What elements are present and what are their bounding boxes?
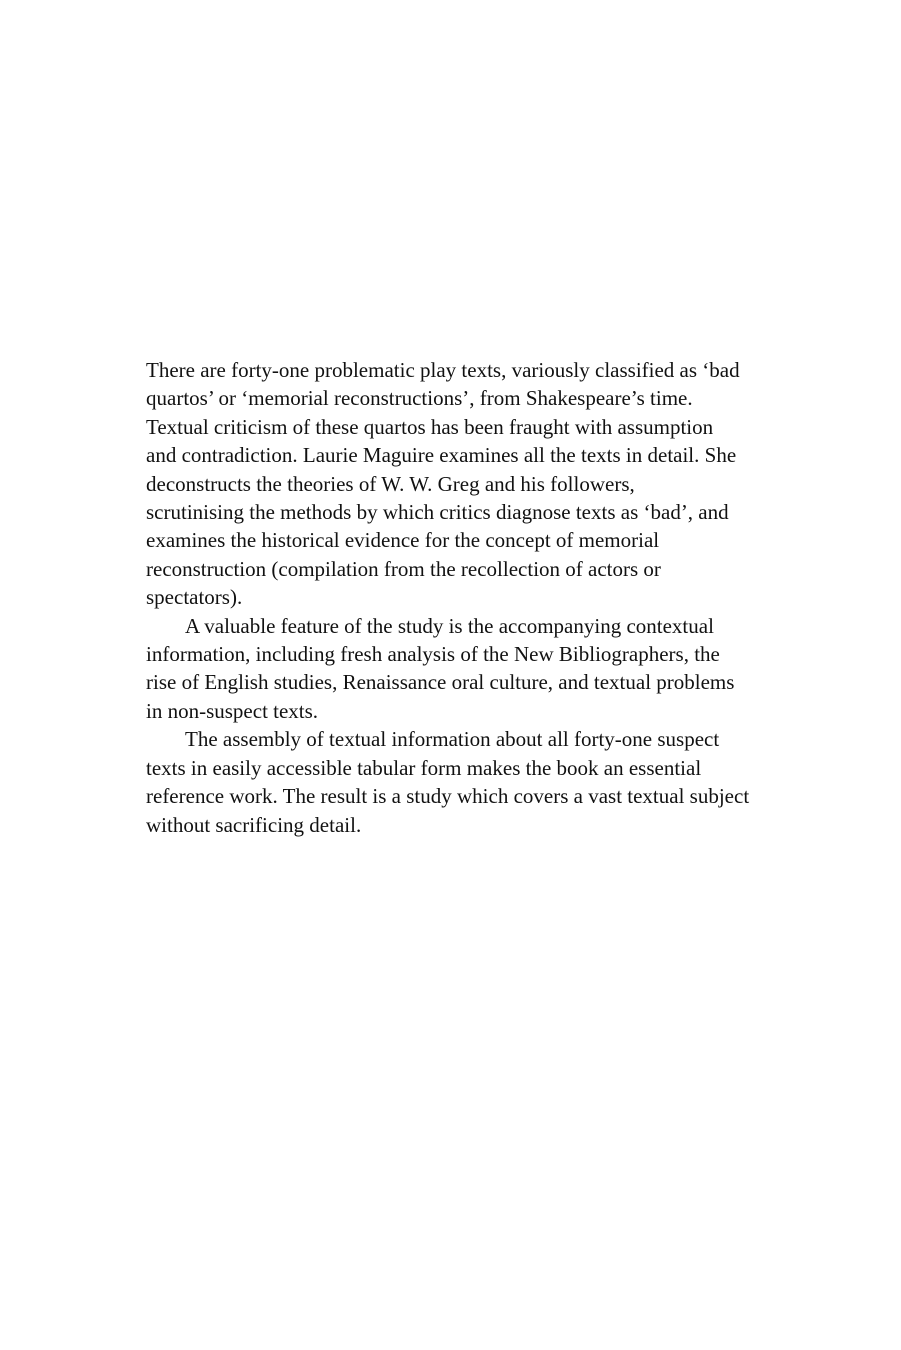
text-line: A valuable feature of the study is the accompanying contextual	[185, 613, 714, 638]
text-line: reconstruction (compilation from the recollection of actors or	[146, 556, 661, 581]
text-line: The assembly of textual information about all forty-one suspect	[185, 727, 720, 752]
text-line: and contradiction. Laurie Maguire examines all the texts in detail. She	[146, 443, 737, 468]
text-line: texts in easily accessible tabular form makes the book an essential	[146, 755, 702, 780]
text-line: information, including fresh analysis of the New Bibliographers, the	[146, 642, 720, 667]
paragraph-3	[146, 725, 764, 839]
text-line: deconstructs the theories of W. W. Greg and his followers,	[146, 471, 635, 496]
text-line: rise of English studies, Renaissance oral culture, and textual problems	[146, 670, 735, 695]
text-line: examines the historical evidence for the concept of memorial	[146, 528, 660, 553]
paragraph-1	[146, 356, 764, 612]
book-description	[146, 356, 764, 839]
text-line: spectators).	[146, 585, 243, 610]
text-line: scrutinising the methods by which critics diagnose texts as ‘bad’, and	[146, 500, 729, 525]
text-line: Textual criticism of these quartos has been fraught with assumption	[146, 414, 714, 439]
text-line: in non-suspect texts.	[146, 698, 319, 723]
text-line: without sacrificing detail.	[146, 812, 362, 837]
text-line: quartos’ or ‘memorial reconstructions’, from Shakespeare’s time.	[146, 386, 693, 411]
paragraph-2	[146, 612, 764, 726]
text-line: There are forty-one problematic play texts, variously classified as ‘bad	[146, 358, 740, 382]
text-line: reference work. The result is a study which covers a vast textual subject	[146, 784, 750, 809]
